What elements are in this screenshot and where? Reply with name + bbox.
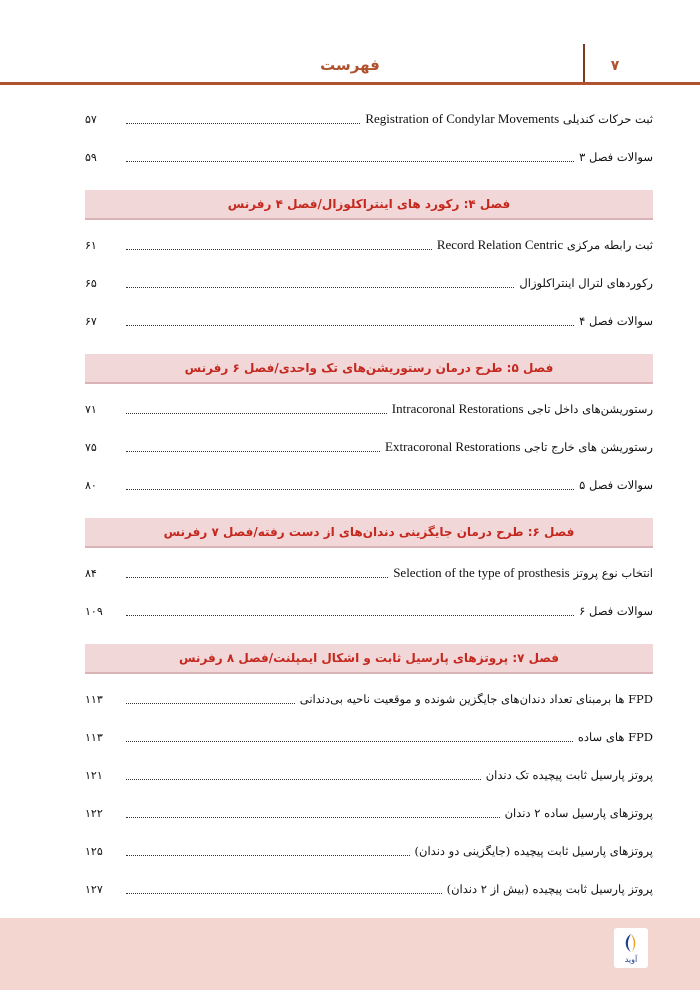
dot-leader xyxy=(126,779,481,780)
page-footer xyxy=(0,918,700,990)
toc-entry-title xyxy=(391,565,653,581)
toc-entry-title-fa: ثبت حرکات کندیلی xyxy=(562,112,653,126)
toc-entry-title-fa: رستوریشن های خارج تاجی xyxy=(524,440,653,454)
toc-entry-title-fa: انتخاب نوع پروتز xyxy=(573,566,653,580)
toc-page-number: ۶۱ xyxy=(85,238,97,252)
toc-entry[interactable] xyxy=(85,138,653,176)
toc-entry[interactable] xyxy=(85,794,653,832)
toc-page-number: ۱۲۱ xyxy=(85,768,103,782)
toc-entry[interactable] xyxy=(85,466,653,504)
toc-entry-title xyxy=(577,314,653,328)
toc-entry-title-en: Record Relation Centric xyxy=(436,237,564,252)
toc-entry-title xyxy=(298,692,653,706)
toc-entry-title-en: Extracoronal Restorations xyxy=(385,439,521,454)
toc-entry-title xyxy=(383,439,653,455)
toc-entry[interactable] xyxy=(85,832,653,870)
dot-leader xyxy=(126,489,574,490)
toc-entry[interactable] xyxy=(85,756,653,794)
toc-entry-title-fa: FPD ها برمبنای تعداد دندان‌های جایگزین شونده و موقعیت ناحیه بی‌دندانی xyxy=(299,692,653,706)
toc-page-number: ۷۱ xyxy=(85,402,97,416)
toc-page-number: ۶۵ xyxy=(85,276,97,290)
toc-page-number: ۸۰ xyxy=(85,478,97,492)
dot-leader xyxy=(126,451,380,452)
toc-entry[interactable] xyxy=(85,554,653,592)
dot-leader xyxy=(126,123,360,124)
header-divider xyxy=(583,44,585,84)
toc-page-number: ۱۲۷ xyxy=(85,882,103,896)
dot-leader xyxy=(126,413,387,414)
toc-entry[interactable] xyxy=(85,718,653,756)
toc-page-number: ۱۲۵ xyxy=(85,844,103,858)
toc-entry-title-fa: سوالات فصل ۳ xyxy=(579,150,653,164)
dot-leader xyxy=(126,249,432,250)
toc-page-number: ۱۱۳ xyxy=(85,730,103,744)
dot-leader xyxy=(126,325,574,326)
toc-entry[interactable] xyxy=(85,592,653,630)
toc-entry-title-fa: سوالات فصل ۵ xyxy=(579,478,653,492)
toc-entry-title xyxy=(413,844,653,858)
toc-entry-title-fa: پروتز پارسیل ثابت پیچیده (بیش از ۲ دندان) xyxy=(446,882,653,896)
toc-entry-title xyxy=(577,604,653,618)
dot-leader xyxy=(126,615,574,616)
page-number: ۷ xyxy=(610,58,620,74)
page-title: فهرست xyxy=(320,56,380,74)
toc-entry-title xyxy=(390,401,653,417)
toc-page-number: ۱۰۹ xyxy=(85,604,103,618)
table-of-contents xyxy=(85,100,653,908)
toc-entry-title xyxy=(517,276,653,290)
toc-entry-title xyxy=(577,150,653,164)
toc-entry[interactable] xyxy=(85,100,653,138)
toc-entry[interactable] xyxy=(85,870,653,908)
toc-entry[interactable] xyxy=(85,264,653,302)
toc-entry-title-en: Intracoronal Restorations xyxy=(391,401,524,416)
toc-page-number: ۱۱۳ xyxy=(85,692,103,706)
toc-entry-title-fa: پروتزهای پارسیل ثابت پیچیده (جایگزینی دو دندان) xyxy=(414,844,653,858)
toc-entry-title-fa: پروتزهای پارسیل ساده ۲ دندان xyxy=(504,806,653,820)
dot-leader xyxy=(126,855,410,856)
toc-entry-title-fa: رکوردهای لترال اینتراکلوزال xyxy=(519,276,653,290)
dot-leader xyxy=(126,287,514,288)
chapter-heading: فصل ۴: رکورد های اینتراکلوزال/فصل ۴ رفرنس xyxy=(85,190,653,220)
toc-entry-title xyxy=(484,768,653,782)
page-header xyxy=(0,0,700,86)
dot-leader xyxy=(126,703,295,704)
logo-text: آوید xyxy=(624,955,638,964)
chapter-heading: فصل ۵: طرح درمان رستوریشن‌های تک واحدی/فصل ۶ رفرنس xyxy=(85,354,653,384)
dot-leader xyxy=(126,577,388,578)
toc-entry-title-fa: سوالات فصل ۶ xyxy=(579,604,653,618)
toc-entry-title xyxy=(576,730,653,744)
toc-entry[interactable] xyxy=(85,680,653,718)
toc-entry-title-en: Registration of Condylar Movements xyxy=(365,111,560,126)
toc-entry-title xyxy=(363,111,653,127)
toc-entry-title-fa: پروتز پارسیل ثابت پیچیده تک دندان xyxy=(485,768,653,782)
toc-page-number: ۷۵ xyxy=(85,440,97,454)
toc-page-number: ۵۹ xyxy=(85,150,97,164)
toc-entry-title xyxy=(503,806,653,820)
chapter-heading: فصل ۶: طرح درمان جایگزینی دندان‌های از دست رفته/فصل ۷ رفرنس xyxy=(85,518,653,548)
toc-page-number: ۸۴ xyxy=(85,566,97,580)
toc-entry-title-fa: FPD های ساده xyxy=(577,730,653,744)
publisher-logo-icon xyxy=(614,928,648,968)
toc-entry[interactable] xyxy=(85,428,653,466)
toc-entry-title xyxy=(577,478,653,492)
header-rule xyxy=(0,82,700,85)
toc-entry[interactable] xyxy=(85,390,653,428)
toc-entry[interactable] xyxy=(85,226,653,264)
toc-page-number: ۵۷ xyxy=(85,112,97,126)
chapter-heading: فصل ۷: پروتزهای پارسیل ثابت و اشکال ایمپلنت/فصل ۸ رفرنس xyxy=(85,644,653,674)
toc-entry-title-fa: رستوریشن‌های داخل تاجی xyxy=(527,402,653,416)
toc-page-number: ۶۷ xyxy=(85,314,97,328)
toc-entry-title xyxy=(445,882,653,896)
toc-entry-title-fa: سوالات فصل ۴ xyxy=(579,314,653,328)
toc-entry-title-en: Selection of the type of prosthesis xyxy=(393,565,570,580)
dot-leader xyxy=(126,741,573,742)
toc-page-number: ۱۲۲ xyxy=(85,806,103,820)
toc-entry-title xyxy=(435,237,653,253)
dot-leader xyxy=(126,161,574,162)
toc-entry[interactable] xyxy=(85,302,653,340)
dot-leader xyxy=(126,817,500,818)
dot-leader xyxy=(126,893,442,894)
toc-entry-title-fa: ثبت رابطه مرکزی xyxy=(566,238,653,252)
